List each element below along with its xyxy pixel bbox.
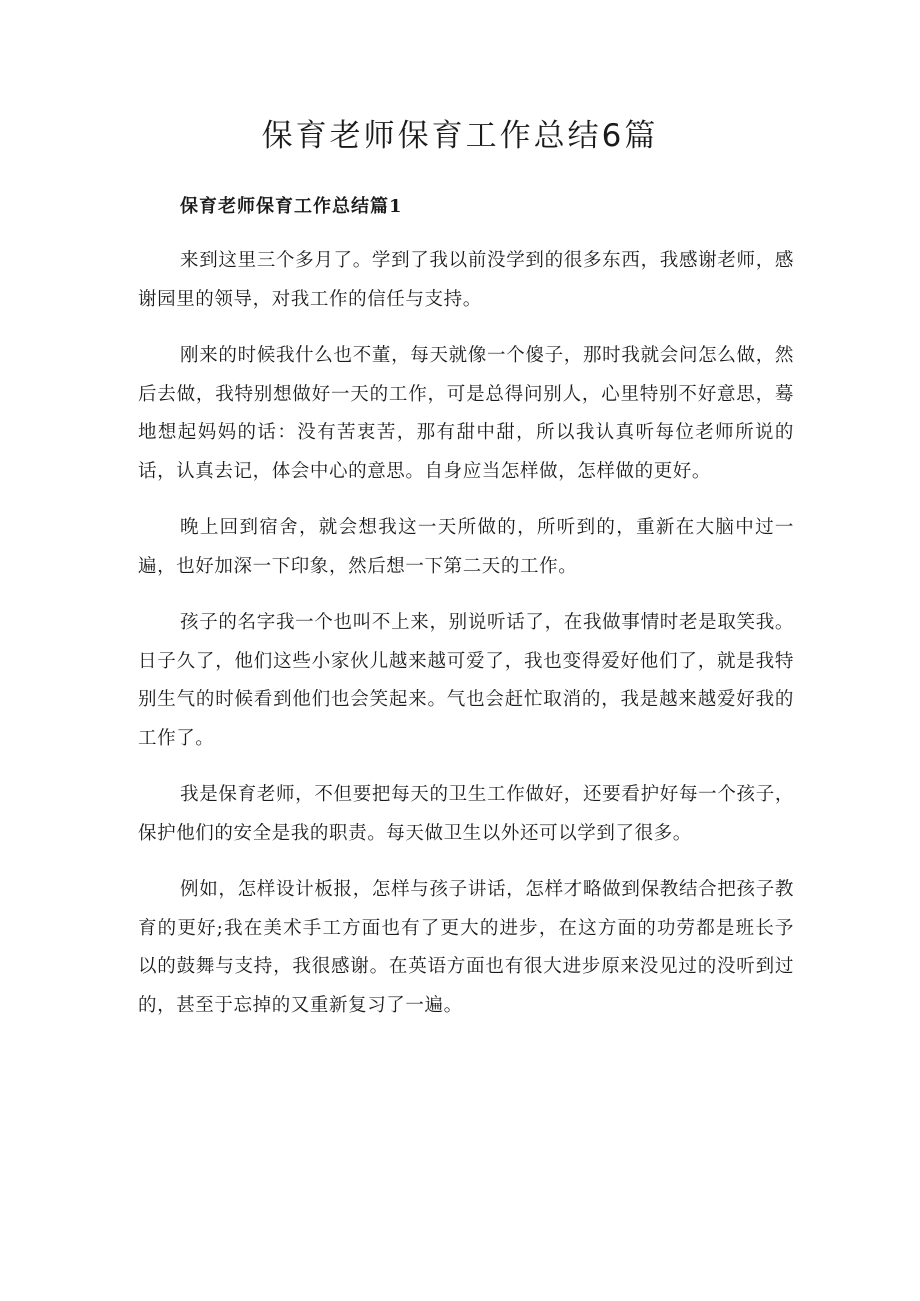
document-title: 保育老师保育工作总结6篇: [261, 118, 659, 154]
paragraph: 来到这里三个多月了。学到了我以前没学到的很多东西，我感谢老师，感谢园里的领导，对我工作的信任与支持。: [138, 250, 794, 310]
paragraph: 例如，怎样设计板报，怎样与孩子讲话，怎样才略做到保教结合把孩子教育的更好;我在美术手工方面也有了更大的进步，在这方面的功劳都是班长予以的鼓舞与支持，我很感谢。在英语方面也有很大进步原来没见过的没听到过的，甚至于忘掉的又重新复习了一遍。: [138, 879, 794, 1016]
paragraph: 晚上回到宿舍，就会想我这一天所做的，所听到的，重新在大脑中过一遍，也好加深一下印象，然后想一下第二天的工作。: [138, 517, 794, 577]
paragraph: 刚来的时候我什么也不董，每天就像一个傻子，那时我就会问怎么做，然后去做，我特别想做好一天的工作，可是总得问别人，心里特别不好意思，蓦地想起妈妈的话：没有苦衷苦，那有甜中甜，所以我认真听每位老师所说的话，认真去记，体会中心的意思。自身应当怎样做，怎样做的更好。: [138, 345, 794, 482]
document-body: [138, 222, 794, 1043]
section-heading: 保育老师保育工作总结篇1: [180, 196, 403, 217]
paragraph: 孩子的名字我一个也叫不上来，别说听话了，在我做事情时老是取笑我。日子久了，他们这些小家伙儿越来越可爱了，我也变得爱好他们了，就是我特别生气的时候看到他们也会笑起来。气也会赶忙取消的，我是越来越爱好我的工作了。: [138, 612, 794, 749]
paragraph: 我是保育老师，不但要把每天的卫生工作做好，还要看护好每一个孩子，保护他们的安全是我的职责。每天做卫生以外还可以学到了很多。: [138, 784, 794, 844]
